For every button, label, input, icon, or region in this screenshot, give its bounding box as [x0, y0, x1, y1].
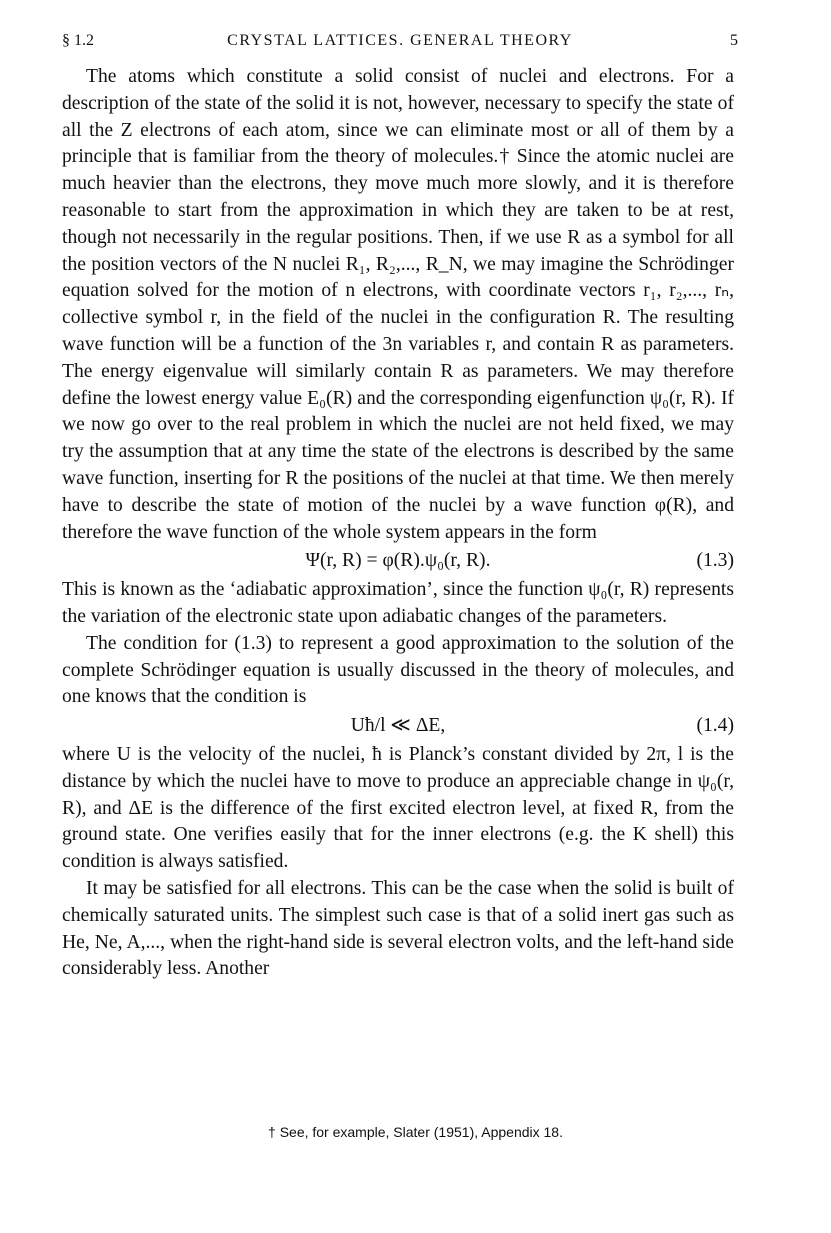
equation-1-4-expression: Uħ/l ≪ ΔE,	[350, 715, 446, 737]
equation-1-3-expression: Ψ(r, R) = φ(R).ψ₀(r, R).	[305, 550, 491, 572]
page-number: 5	[730, 32, 738, 49]
paragraph-4: where U is the velocity of the nuclei, ħ is Planck’s constant divided by 2π, l is the distance by which the nuclei have to move to produce an appreciable change in ψ₀(r, R), and ΔE is the difference of the first excited electron level, at fixed R, from the ground state. One verifies easily that for the inner electrons (e.g. the K shell) this condition is always satisfied.	[62, 743, 734, 873]
equation-1-4	[62, 713, 734, 740]
running-title: CRYSTAL LATTICES. GENERAL THEORY	[227, 32, 573, 49]
equation-1-3-number: (1.3)	[696, 550, 734, 572]
section-number: § 1.2	[62, 32, 94, 49]
paragraph-2: This is known as the ‘adiabatic approximation’, since the function ψ₀(r, R) represents the variation of the electronic state upon adiabatic changes of the parameters.	[62, 579, 734, 627]
paragraph-3: The condition for (1.3) to represent a good approximation to the solution of the complete Schrödinger equation is usually discussed in the theory of molecules, and one knows that the condition is	[62, 632, 734, 708]
equation-1-3	[62, 548, 734, 575]
footnote: † See, for example, Slater (1951), Appendix 18.	[268, 1124, 563, 1140]
equation-1-4-number: (1.4)	[696, 715, 734, 737]
running-header	[62, 32, 738, 54]
main-text	[62, 64, 734, 983]
paragraph-5: It may be satisfied for all electrons. This can be the case when the solid is built of chemically saturated units. The simplest such case is that of a solid inert gas such as He, Ne, A,..., when the right-hand side is several electron volts, and the left-hand side considerably less. Another	[62, 877, 734, 980]
paragraph-1: The atoms which constitute a solid consist of nuclei and electrons. For a description of the state of the solid it is not, however, necessary to specify the state of all the Z electrons of each atom, since we can eliminate most or all of them by a principle that is familiar from the theory of molecules.† Since the atomic nuclei are much heavier than the electrons, they move much more slowly, and it is therefore reasonable to start from the approximation in which they are taken to be at rest, though not necessarily in the regular positions. Then, if we use R as a symbol for all the position vectors of the N nuclei R₁, R₂,..., R_N, we may imagine the Schrödinger equation solved for the motion of n electrons, with coordinate vectors r₁, r₂,..., rₙ, collective symbol r, in the field of the nuclei in the configuration R. The resulting wave function will be a function of the 3n variables r, and contain R as parameters. The energy eigenvalue will similarly contain R as parameters. We may therefore define the lowest energy value E₀(R) and the corresponding eigenfunction ψ₀(r, R). If we now go over to the real problem in which the nuclei are not held fixed, we may try the assumption that at any time the state of the electrons is described by the same wave function, inserting for R the positions of the nuclei at that time. We then merely have to describe the state of motion of the nuclei by a wave function φ(R), and therefore the wave function of the whole system appears in the form	[62, 66, 734, 543]
